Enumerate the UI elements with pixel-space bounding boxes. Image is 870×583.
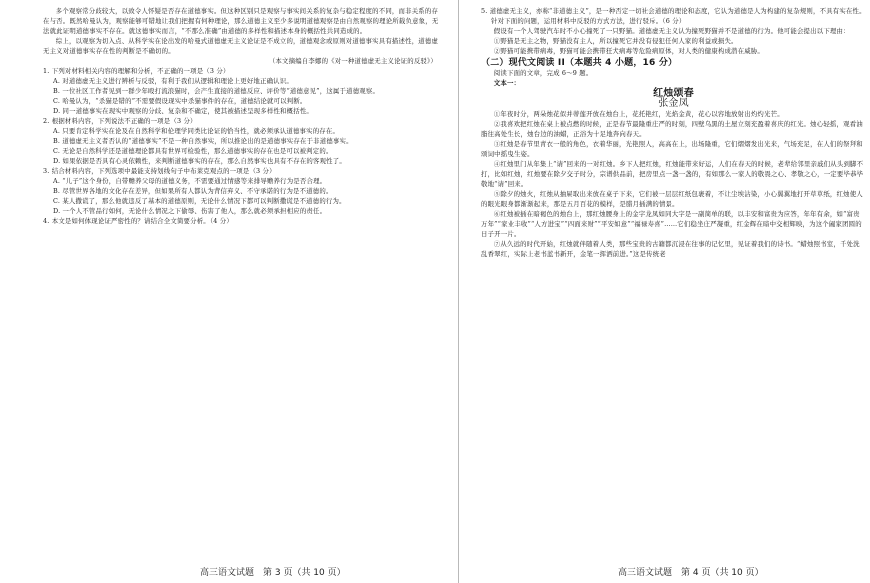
reason-1: ①野猫是无主之物，野猫没有主人，所以撞死它并没有侵犯任何人家的利益或损失。 [493, 37, 738, 45]
intro-paragraph-1: 多个观察常分歧较大，以致令人怀疑是否存在道德事实。但这种区别只是观察与事实间关系的复杂与稳定程度的不同，而非关系的存在与否。既然哈曼认为，观察能够可错地让我们把握有何种理论，那么道德主义至少多说明道德观察是由自然观察的理论所载负意象，无法就此证明道德事实不存在。就这德事实而言，“不那么准确”由道德的多样性和描述本身的概括性共同造成的。 [43, 7, 439, 35]
question-4 [43, 216, 441, 226]
article-paragraph: ⑥红烛被插在暗褐色的烛台上，那红烛腰身上的金字龙凤如同大字是一副简单的联，以丰安和富贵为应答，年年有余，如“富贵万年”“家业丰收”“人方进宝”“四面来财”“平安如意”“福禄寿喜”……它们稳坐庄严凝重，红金辉在暗中交相辉映，为这个阖家团圆的日子开一片。 [481, 210, 862, 238]
intro-paragraph-2: 综上，以观察为切入点、从科学实在论出发的哈曼式道德虚无主义论证是不成立的，道德观念或原则对道德事实具有描述性，道德虚无主义对道德事实存在性的判断是不确切的。 [43, 37, 439, 55]
question-stem: 2. 根据材料内容，下列说法不正确的一项是（3 分） [43, 117, 197, 125]
option-d: D. 一个人不管品行如何，无论什么情况之下偷辱、伤害了他人，那么就必须承担相应的责任。 [53, 207, 327, 215]
article-paragraph: ③红烛是春节里青衣一般的角色，衣着华丽，光艳照人，高高在上，出场隆重，它们熠熠发出光来，气场充足，在人们的祭拜和颂词中摇曳生姿。 [481, 140, 863, 158]
option-d: D. 如果依据是否具有心灵依赖性，来判断道德事实的存在，那么自然事实也具有不存在的客观性了。 [53, 157, 346, 165]
source-citation: （本文摘编自李娜的《对一种道德虚无主义论证的反驳》） [268, 57, 437, 65]
article-paragraph: ⑤除夕的烛火，红烛从抽屉取出来放在桌子下来，它们被一层层红纸包裹着，不让尘埃沾染，小心翼翼地打开草草纸，红烛使人的眼光眼身都渐渐起来，那是五月百花的模样，是腊月插满的情景。 [481, 190, 863, 208]
option-a: A. “儿子”这个身份，自带赡养父母的道德义务，不需要通过情感等来排导赡养行为是否合理。 [53, 177, 327, 185]
article-paragraph: ⑦从久远的时代开始，红烛就伴随着人类，那些宝贵的古籍都沉浸在往事的记忆里，见证着我们的诗书。“蜡烛照书室，千处洗乱香翠红，实际上老书蓝书新开，金笔一挥洒前进。”这是传统老 [481, 240, 860, 258]
reason-2: ②野猫可能携带病毒，野猫可能会携带狂犬病毒等危险病原体，对人类的健康构成潜在威胁。 [493, 47, 765, 55]
left-page [43, 6, 441, 566]
reading-instruction: 阅读下面的文章，完成 6～9 题。 [493, 69, 593, 77]
option-a: A. 只要肯定科学实在论及在自然科学和伦理学同类比论证的恰当性，就必须承认道德事实的存在。 [53, 127, 340, 135]
article-body [481, 109, 866, 259]
article-paragraph: ②我喜欢把红烛在桌上被点燃的时候，正是春节最隆重庄严的时刻，四壁乌黑的土屋立刻充盈着喜庆的红光。烛心轻摇，观看油脂往高处生长，烛台边的油蜡，正浴为十足地奔向春天。 [481, 120, 863, 138]
question-2 [43, 116, 441, 166]
right-page-footer: 高三语文试题 第 4 页（共 10 页） [618, 568, 764, 578]
section-header: （二）现代文阅读 II（本题共 4 小题，16 分） [481, 58, 678, 68]
right-page [481, 6, 866, 566]
question-5 [481, 6, 866, 56]
page-divider [458, 0, 459, 583]
article-title: 红烛颂春 [653, 88, 694, 99]
option-b: B. 道德虚无主义者否认的“道德事实”不是一种自然事实，所以推论出的是道德事实存在于非道德事实。 [53, 137, 353, 145]
option-b: B. 一位社区工作者见到一群少年殴打流浪猫时，会产生直接的道德反应、评价等“道德意见”，这属于道德观察。 [53, 87, 380, 95]
article-paragraph: ①年夜时分，两朵烛花似并蒂莲开放在烛台上，花托艳红，光焰金黄，花心以容地放射出灼灼光芒。 [493, 110, 784, 118]
option-c: C. 哈曼认为，“杀猫是错的”不需要假设现实中杀猫事件的存在，道德结论就可以判断。 [53, 97, 307, 105]
option-a: A. 对道德虚无主义进行辨析与反驳，有利于我们从逻辑和理论上更好地正确认识。 [53, 77, 293, 85]
article-author: 张金凤 [658, 98, 689, 109]
question-stem: 3. 结合材料内容，下列选项中最能支持划线句子中布莱克观点的一项是（3 分） [43, 167, 276, 175]
question-1 [43, 66, 441, 116]
left-page-footer: 高三语文试题 第 3 页（共 10 页） [200, 568, 346, 578]
text-label: 文本一： [493, 79, 521, 87]
option-b: B. 尽管世界各地的文化存在差异，但如果所有人都认为背信弃义、不守承诺的行为是不道德的。 [53, 187, 333, 195]
scenario-text: 假设有一个人驾驶汽车时不小心撞死了一只野猫。道德虚无主义认为撞死野猫并不是道德的行为。他可能会提出以下理由： [493, 27, 850, 35]
question-stem: 1. 下列对材料相关内容的理解和分析，不正确的一项是（3 分） [43, 67, 230, 75]
option-d: D. 同一道德事实在现实中观察的分歧、复杂和不确定，使其被描述呈现多样性和概括性。 [53, 107, 314, 115]
question-stem: 4. 本文是如何体现论证严密性的？请结合全文简要分析。（4 分） [43, 217, 233, 225]
question-3 [43, 166, 441, 216]
question-stem: 5. 道德虚无主义，亦称“非道德主义”，是一种否定一切社会道德的理论和态度，它认为道德是人为构建的复杂规则，不具有实在性。针对下面的问题，运用材料中反驳的方式方法，进行驳斥。（6 分） [481, 7, 866, 25]
option-c: C. 无论是自然科学还是道德理论都具有世界可检验性，那么道德事实的存在也是可以被判定的。 [53, 147, 333, 155]
article-paragraph: ④红烛里门从年集上“请”回来的一对红烛。乡下人把红烛，红烛能带来好运，人们在春天的时候，老辈给邻里亲戚们从头到脚不打，比如红烛，红烛要在除夕交子时分，宗谱供品前，把房里点一盏一盏的，有如那么一家人的敬畏之心、孝敬之心，一定要毕恭毕敬地“请”回来。 [481, 160, 864, 188]
option-c: C. 某人撒谎了，那么他就违反了基本的道德原则，无论什么情况下都可以判断撒谎是不道德的行为。 [53, 197, 346, 205]
